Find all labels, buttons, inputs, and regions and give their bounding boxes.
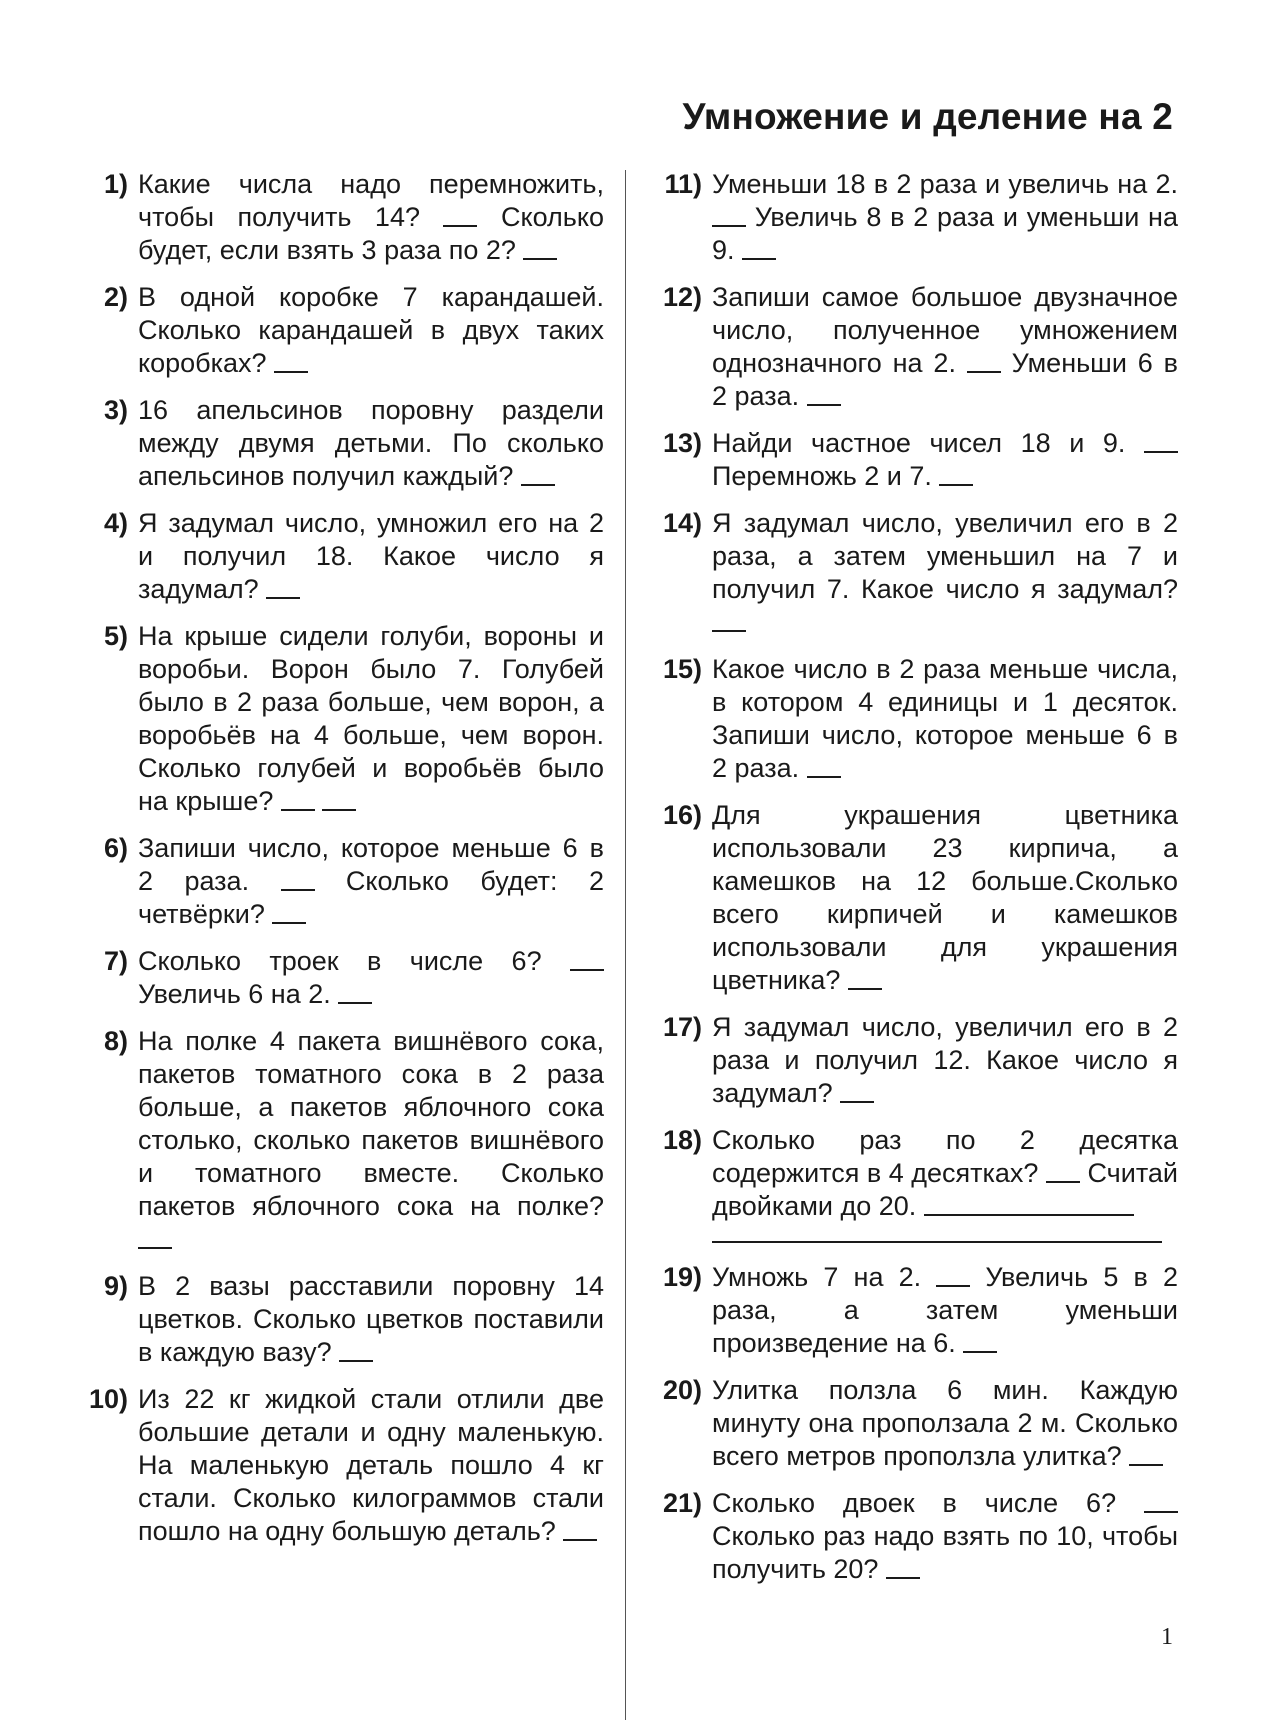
answer-blank[interactable] [1046,1179,1080,1183]
answer-blank[interactable] [521,482,555,486]
answer-blank[interactable] [807,774,841,778]
problem-text: Я задумал число, умножил его на 2 и получил 18. Какое число я задумал? [138,508,604,604]
problem-number: 1) [103,169,128,199]
problem-text: Уменьши 18 в 2 раза и увеличь на 2. Увеличь 8 в 2 раза и уменьши на 9. [712,169,1178,265]
problem-10 [78,1383,604,1548]
answer-blank[interactable] [886,1575,920,1579]
answer-blank[interactable] [322,807,356,811]
problem-21 [650,1487,1178,1586]
answer-blank[interactable] [1144,1509,1178,1513]
page-title: Умножение и деление на 2 [682,96,1173,137]
answer-blank[interactable] [443,223,477,227]
problem-number: 7) [103,946,128,976]
answer-blank[interactable] [339,1358,373,1362]
problem-number: 20) [662,1375,702,1405]
problem-9 [78,1270,604,1369]
problem-12 [650,281,1178,413]
problem-number: 15) [662,654,702,684]
problem-number: 16) [662,800,702,830]
problem-11 [650,168,1178,267]
problem-18 [650,1124,1178,1247]
problems-left-column [78,168,604,1562]
answer-blank[interactable] [742,256,776,260]
problem-7 [78,945,604,1011]
answer-blank[interactable] [266,595,300,599]
problem-number: 4) [103,508,128,538]
answer-blank[interactable] [272,920,306,924]
problem-number: 10) [88,1384,128,1414]
answer-blank-full[interactable] [712,1239,1162,1243]
problem-text: 16 апельсинов поровну раздели между двумя детьми. По сколько апельсинов получил каждый? [138,395,604,491]
answer-blank[interactable] [712,223,746,227]
problem-4 [78,507,604,606]
problem-text: В 2 вазы расставили поровну 14 цветков. Сколько цветков поставили в каждую вазу? [138,1271,604,1367]
problem-number: 3) [103,395,128,425]
problem-number: 18) [662,1125,702,1155]
problem-1 [78,168,604,267]
problem-text: Сколько троек в числе 6? Увеличь 6 на 2. [138,945,604,1011]
answer-blank[interactable] [138,1245,172,1249]
answer-blank[interactable] [338,1000,372,1004]
problem-text: Для украшения цветника использовали 23 кирпича, а камешков на 12 больше.Сколько всего кирпичей и камешков использовали для украшения цветника? [712,800,1178,995]
answer-blank[interactable] [712,628,746,632]
problem-number: 5) [103,621,128,651]
problem-text: В одной коробке 7 карандашей. Сколько карандашей в двух таких коробках? [138,282,604,378]
problem-text: На крыше сидели голуби, вороны и воробьи. Ворон было 7. Голубей было в 2 раза больше, чем ворон, а воробьёв на 4 больше, чем ворон. Сколько голубей и воробьёв было на крыше? [138,621,604,816]
answer-blank[interactable] [936,1283,970,1287]
problems-right-column [650,168,1178,1600]
problem-text: Запиши самое большое двузначное число, полученное умножением однозначного на 2. Уменьши 6 в 2 раза. [712,282,1178,411]
problem-text: Сколько двоек в числе 6? Сколько раз надо взять по 10, чтобы получить 20? [712,1488,1178,1584]
problem-text: Умножь 7 на 2. Увеличь 5 в 2 раза, а затем уменьши произведение на 6. [712,1262,1178,1358]
problem-14 [650,507,1178,639]
answer-blank[interactable] [570,967,604,971]
problem-5 [78,620,604,818]
problem-text: Найди частное чисел 18 и 9. Перемножь 2 и 7. [712,427,1178,493]
answer-blank[interactable] [281,807,315,811]
problem-text: На полке 4 пакета вишнёвого сока, пакетов томатного сока в 2 раза больше, а пакетов яблочного сока столько, сколько пакетов вишнёвого и томатного вместе. Сколько пакетов яблочного сока на полке? [138,1025,604,1256]
problem-8 [78,1025,604,1256]
problem-number: 13) [662,428,702,458]
problem-number: 19) [662,1262,702,1292]
problem-number: 8) [103,1026,128,1056]
problem-number: 9) [103,1271,128,1301]
answer-blank[interactable] [807,402,841,406]
problem-number: 12) [662,282,702,312]
answer-blank[interactable] [274,369,308,373]
problem-text: Какие числа надо перемножить, чтобы получить 14? Сколько будет, если взять 3 раза по 2? [138,169,604,265]
problem-text: Сколько раз по 2 десятка содержится в 4 десятках? Считай двойками до 20. [712,1124,1178,1247]
column-divider [625,170,626,1720]
problem-20 [650,1374,1178,1473]
problem-text: Я задумал число, увеличил его в 2 раза, а затем уменьшил на 7 и получил 7. Какое число я задумал? [712,507,1178,639]
problem-19 [650,1261,1178,1360]
problem-number: 11) [664,169,702,199]
problem-number: 14) [662,508,702,538]
answer-blank[interactable] [939,482,973,486]
problem-text: Я задумал число, увеличил его в 2 раза и получил 12. Какое число я задумал? [712,1012,1178,1108]
problem-15 [650,653,1178,785]
answer-blank[interactable] [281,887,315,891]
problem-13 [650,427,1178,493]
problem-text: Из 22 кг жидкой стали отлили две большие детали и одну маленькую. На маленькую деталь пошло 4 кг стали. Сколько килограммов стали пошло на одну большую деталь? [138,1384,604,1546]
problem-number: 6) [103,833,128,863]
answer-blank[interactable] [848,986,882,990]
problem-number: 21) [662,1488,702,1518]
answer-blank-long[interactable] [924,1212,1134,1216]
answer-blank[interactable] [1144,449,1178,453]
answer-blank[interactable] [963,1349,997,1353]
answer-blank[interactable] [840,1099,874,1103]
answer-blank[interactable] [967,369,1001,373]
answer-blank[interactable] [523,256,557,260]
problem-17 [650,1011,1178,1110]
problem-2 [78,281,604,380]
problem-6 [78,832,604,931]
problem-number: 2) [103,282,128,312]
problem-16 [650,799,1178,997]
page-number: 1 [1161,1624,1173,1650]
answer-blank[interactable] [1129,1462,1163,1466]
problem-3 [78,394,604,493]
problem-text: Улитка ползла 6 мин. Каждую минуту она проползала 2 м. Сколько всего метров проползла улитка? [712,1375,1178,1471]
problem-number: 17) [662,1012,702,1042]
problem-text: Какое число в 2 раза меньше числа, в котором 4 единицы и 1 десяток. Запиши число, которое меньше 6 в 2 раза. [712,654,1178,783]
problem-text: Запиши число, которое меньше 6 в 2 раза. Сколько будет: 2 четвёрки? [138,833,604,929]
answer-blank[interactable] [563,1537,597,1541]
